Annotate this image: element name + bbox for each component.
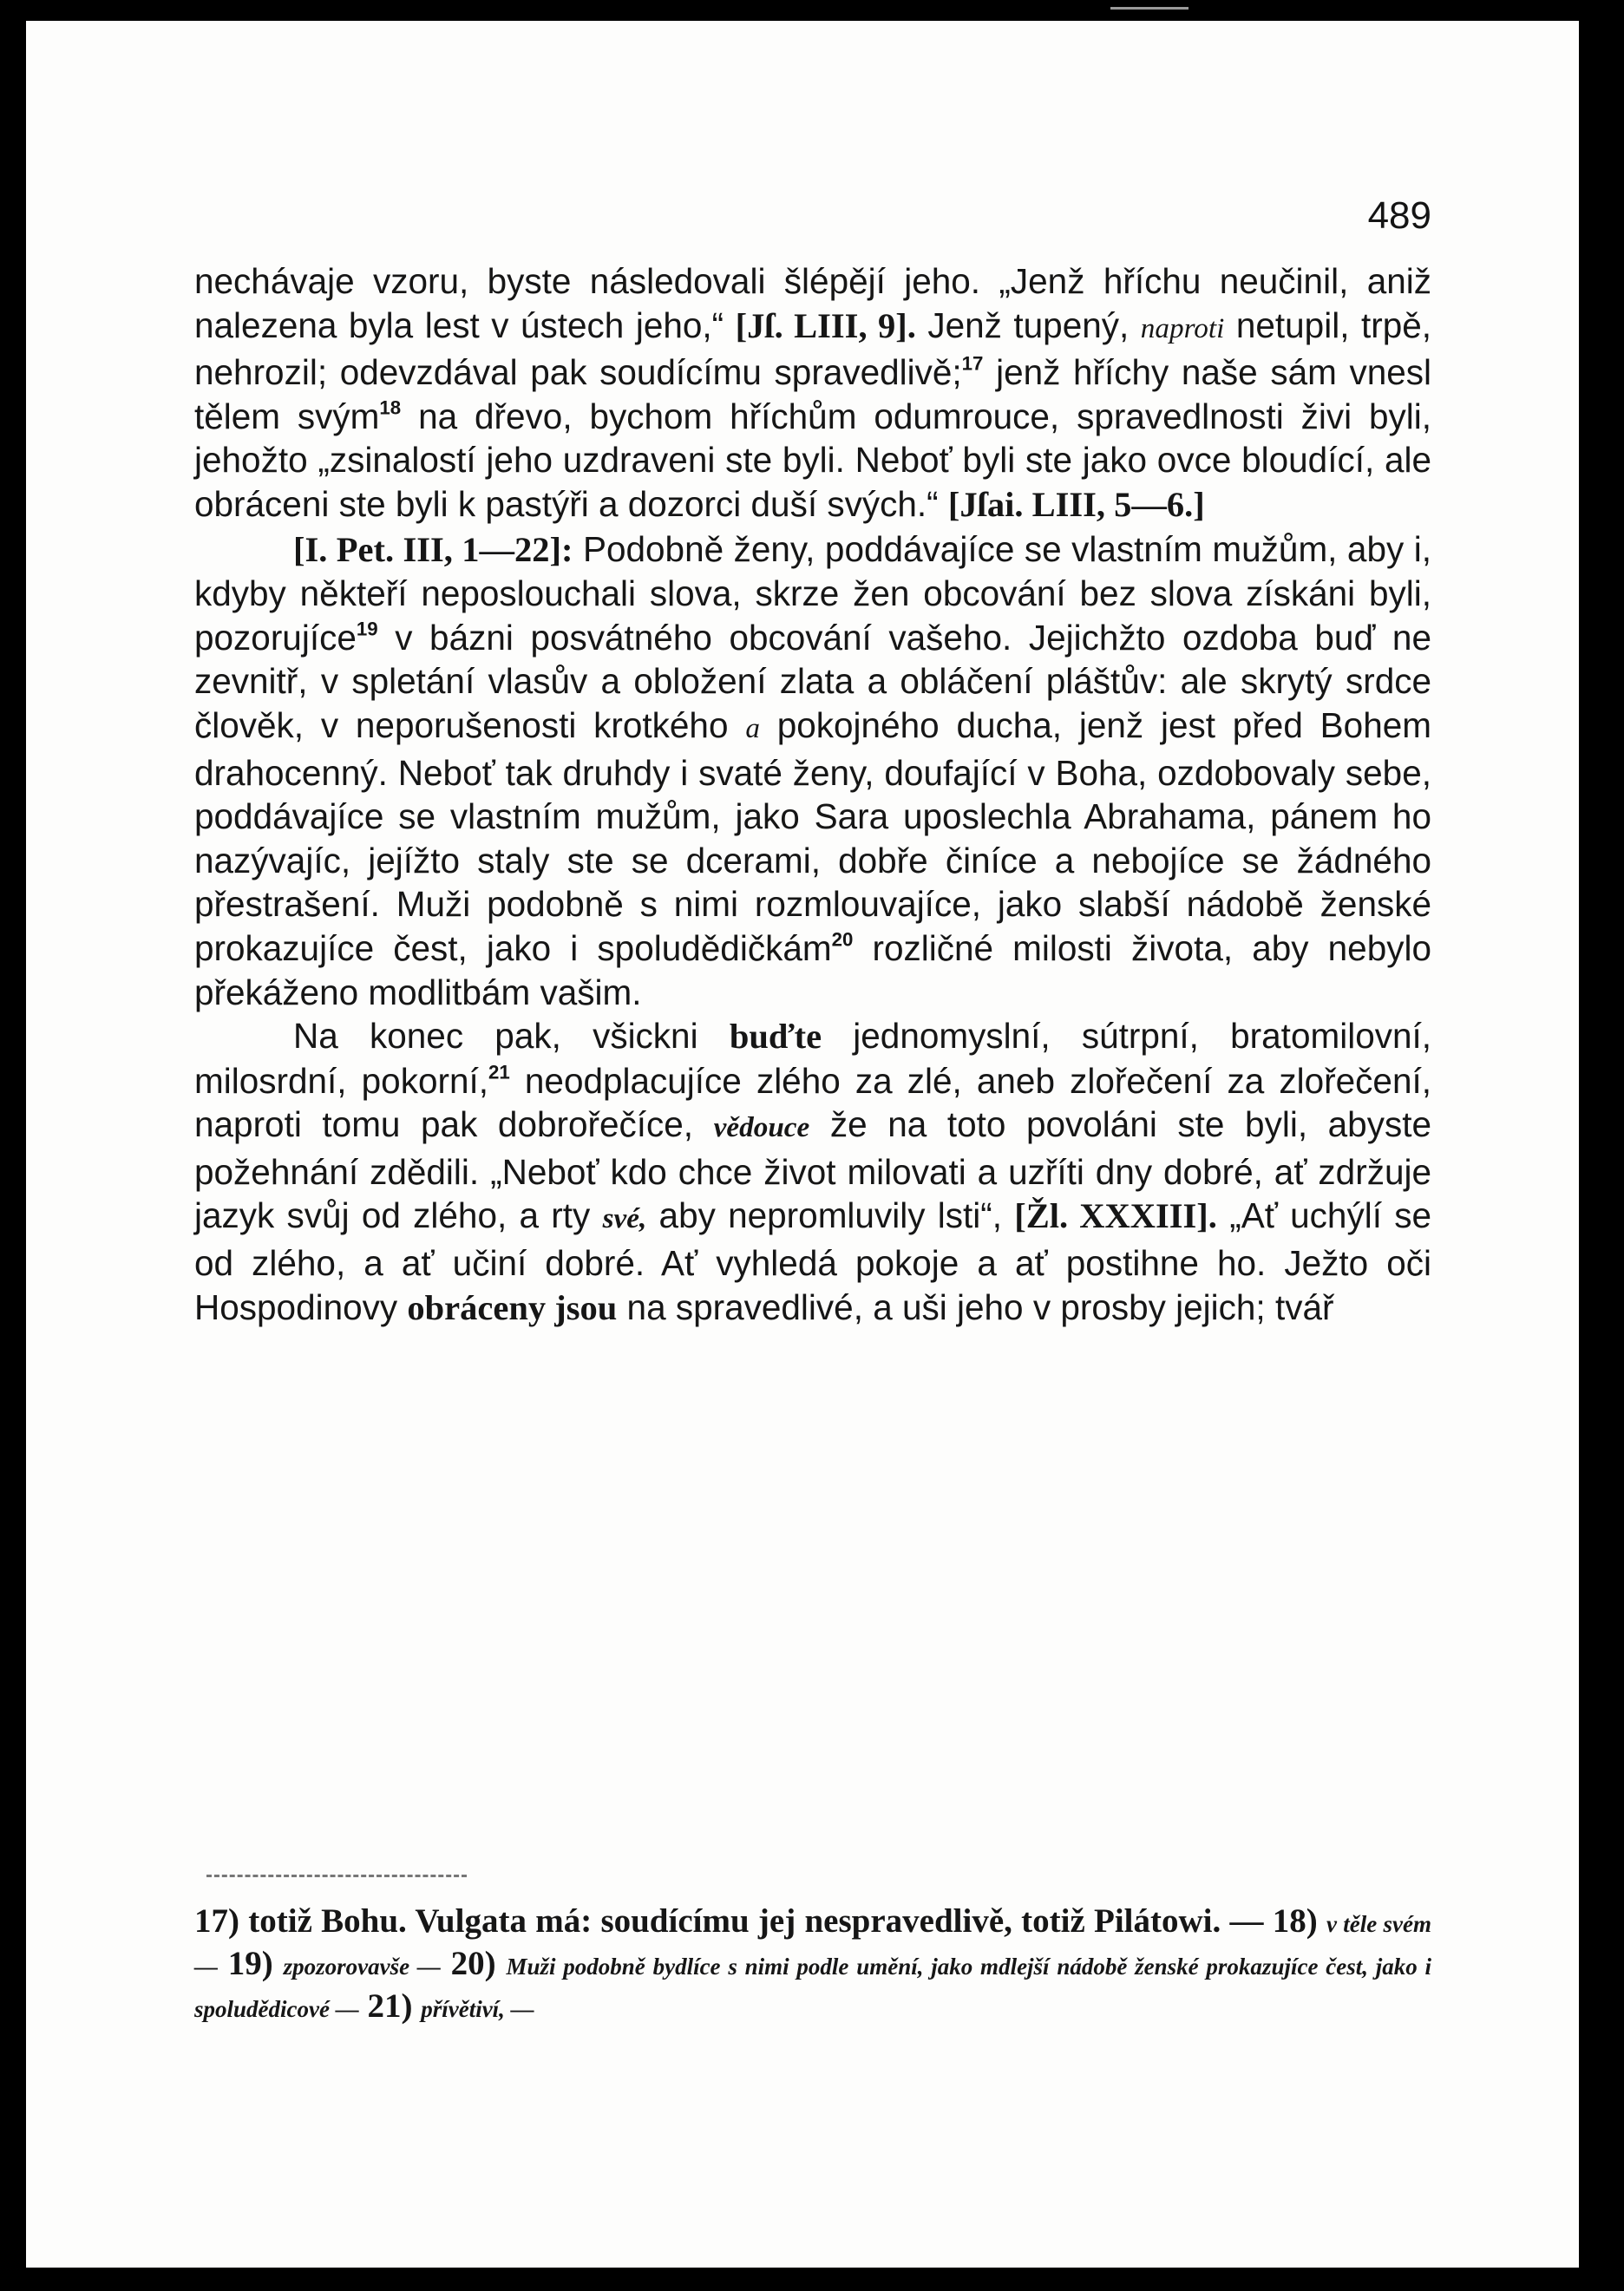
footnotes <box>194 1902 1431 2029</box>
footnote-21-text: přívětiví, — <box>421 1996 534 2022</box>
footnote-21-number: 21) <box>367 1987 413 2025</box>
scan-edge-mark <box>1110 7 1189 10</box>
paragraph-2: [I. Pet. III, 1—22]: Podobně ženy, poddávajíce se vlastním mužům, aby i, kdyby někteří neposlouchali slova, skrze žen obcování bez slova získáni byli, pozorujíce$^{19}$ v bázni posvátného obcování vašeho. Jejichžto ozdoba buď ne zevnitř, v spletání vlasův a obložení zlata a obláčení pláštův: ale skrytý srdce člověk, v neporušenosti krotkého a pokojného ducha, jenž jest před Bohem drahocenný. Neboť tak druhdy i svaté ženy, doufající v Boha, ozdobovaly sebe, poddávajíce se vlastním mužům, jako Sara uposlechla Abrahama, pánem ho nazývajíc, jejížto staly ste se dcerami, dobře činíce a nebojíce se žádného přestrašení. Muži podobně s nimi rozmlouvajíce, jako slabší nádobě ženské prokazujíce čest, jako i spoludědičkám$^{20}$ rozličné milosti života, aby nebylo překáženo modlitbám vašim. <box>194 528 1431 1012</box>
footnote-19-text: zpozorovavše — <box>283 1954 441 1980</box>
footnote-20-text: Muži podobně bydlíce s nimi podle umění, jako mdlejší nádobě ženské prokazujíce čest, jako i spoludědicové — <box>194 1954 1432 2022</box>
main-text <box>194 259 1431 1330</box>
footnote-18-number: 18) <box>1272 1902 1318 1940</box>
footnote-17: 17) totiž Bohu. Vulgata má: soudícímu jej nespravedlivě, totiž Pilátowi. — 18) v těle svém — 19) zpozorovavše — 20) Muži podobně bydlíce s nimi podle umění, jako mdlejší nádobě ženské prokazujíce čest, jako i spoludědicové — 21) přívětiví, — <box>194 1902 1432 2025</box>
footnote-ref-21: 21 <box>488 1060 510 1083</box>
footnote-19-number: 19) <box>227 1945 273 1982</box>
footnote-ref-18: 18 <box>379 396 402 419</box>
footnote-divider <box>206 1875 467 1877</box>
footnote-20-number: 20) <box>450 1945 496 1982</box>
paragraph-1: nechávaje vzoru, byste následovali šlépějí jeho. „Jenž hříchu neučinil, aniž nalezena byla lest v ústech jeho,“ [Jſ. LIII, 9]. Jenž tupený, naproti netupil, trpě, nehrozil; odevzdával pak soudícímu spravedlivě;$^{17}$ jenž hříchy naše sám vnesl tělem svým$^{18}$ na dřevo, bychom hříchům odumrouce, spravedlnosti živi byli, jehožto „zsinalostí jeho uzdraveni ste byli. Neboť byli ste jako ovce bloudící, ale obráceni ste byli k pastýři a dozorci duší svých.“ [Jſai. LIII, 5—6.] <box>194 261 1431 524</box>
page-number: 489 <box>1367 194 1431 237</box>
scripture-reference: [I. Pet. III, 1—22]: <box>293 529 573 569</box>
footnote-ref-17: 17 <box>961 352 984 375</box>
scripture-reference: [Žl. XXXIII]. <box>1014 1196 1217 1236</box>
footnote-ref-20: 20 <box>831 928 854 951</box>
footnote-18-text: v těle svém — <box>194 1911 1432 1980</box>
scripture-reference: [Jſ. LIII, 9]. <box>735 305 916 345</box>
book-page <box>26 21 1579 2268</box>
paragraph-3: Na konec pak, všickni buďte jednomyslní, sútrpní, bratomilovní, milosrdní, pokorní,$^{21}$ neodplacujíce zlého za zlé, aneb zlořečení za zlořečení, naproti tomu pak dobrořečíce, vědouce že na toto povoláni ste byli, abyste požehnání zdědili. „Neboť kdo chce život milovati a uzříti dny dobré, ať zdržuje jazyk svůj od zlého, a rty své, aby nepromluvily lsti“, [Žl. XXXIII]. „Ať uchýlí se od zlého, a ať učiní dobré. Ať vyhledá pokoje a ať postihne ho. Ježto oči Hospodinovy obráceny jsou na spravedlivé, a uši jeho v prosby jejich; tvář <box>194 1016 1432 1327</box>
footnote-ref-19: 19 <box>356 618 378 640</box>
scripture-reference: [Jſai. LIII, 5—6.] <box>947 484 1205 524</box>
